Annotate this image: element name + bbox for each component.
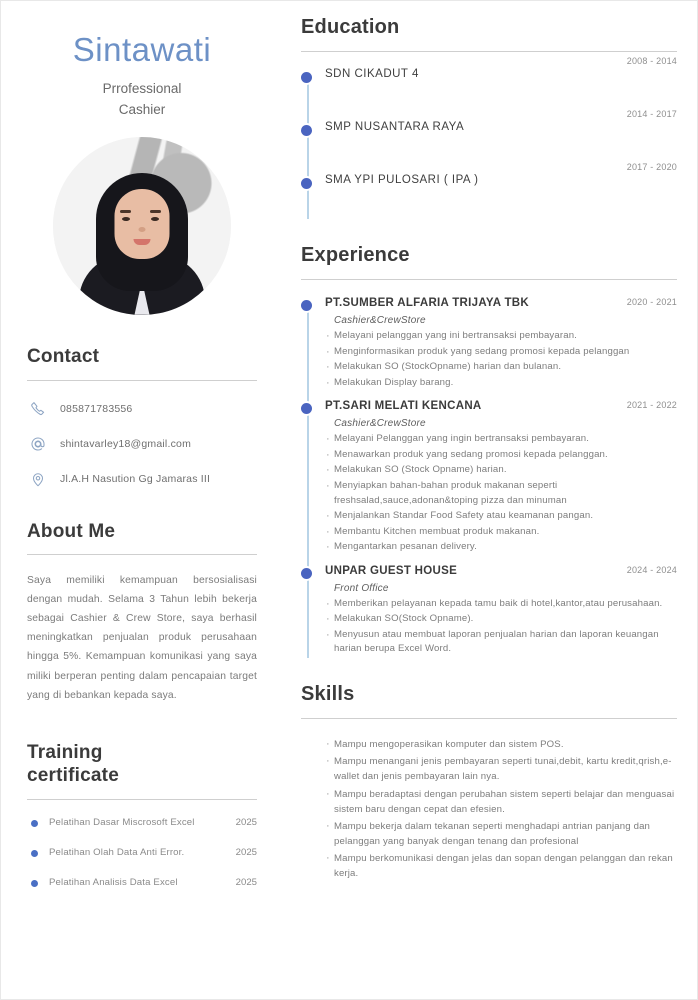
skills-heading: Skills [301,683,355,706]
experience-item [325,399,677,564]
education-item [325,162,677,227]
bullet-dot-icon [31,820,38,827]
education-school: SMP NUSANTARA RAYA [325,121,465,133]
portrait-eyebrow-right [150,210,161,213]
about-text: Saya memiliki kemampuan bersosialisasi dengan mudah. Selama 3 Tahun lebih bekerja sebagai Cashier & Crew Store, saya berhasil meningkatkan penjualan produk perusahaan hingga 5%. Kemampuan komunikasi yang saya miliki berperan penting dalam pencapaian target yang di bebankan kepada saya. [27,575,257,701]
training-heading-line-2: certificate [27,765,119,787]
timeline-dot-icon [301,178,312,189]
training-list [27,816,257,891]
photo-portrait [83,165,201,315]
experience-company: PT.SUMBER ALFARIA TRIJAYA TBK [325,297,530,309]
education-item [325,56,677,121]
experience-bullets [325,597,677,657]
skill-item: · Mampu berkomunikasi dengan jelas dan sopan dengan pelanggan dan rekan kerja. [325,851,677,881]
training-heading-line-1: Training [27,741,103,763]
training-item-name: Pelatihan Dasar Miscrosoft Excel [49,817,195,829]
skills-section [301,682,677,881]
experience-header [325,399,677,414]
experience-bullet: · Melakukan SO (Stock Opname) harian. [325,463,677,478]
experience-bullet: · Melakukan Display barang. [325,376,677,391]
main-content [283,1,698,999]
education-heading: Education [301,16,400,38]
experience-date: 2024 - 2024 [626,564,677,575]
timeline-dot-icon [301,568,312,579]
location-pin-icon [27,468,49,490]
education-timeline [301,56,677,227]
experience-role: Cashier&CrewStore [334,418,426,430]
experience-heading: Experience [301,244,410,266]
experience-bullet: · Membantu Kitchen membuat produk makanan. [325,525,677,540]
contact-address-value: Jl.A.H Nasution Gg Jamaras III [60,472,211,485]
contact-item-email [27,433,257,455]
skill-item: · Mampu mengoperasikan komputer dan sistem POS. [325,737,677,752]
experience-header [325,564,677,579]
education-date: 2014 - 2017 [626,109,677,119]
education-school: SDN CIKADUT 4 [325,68,419,80]
skill-item: · Mampu bekerja dalam tekanan seperti menghadapi antrian panjang dan pelanggan yang banyak dengan tenang dan profesional [325,819,677,849]
candidate-name: Sintawati [72,31,212,68]
education-section [301,15,677,227]
training-item-name: Pelatihan Olah Data Anti Error. [49,846,185,858]
portrait-eye-right [151,217,159,221]
experience-divider [301,279,677,280]
contact-divider [27,380,257,381]
training-item [27,816,257,831]
experience-bullet: · Melakukan SO(Stock Opname). [325,612,677,627]
timeline-dot-icon [301,300,312,311]
about-heading: About Me [27,520,116,542]
training-item-year: 2025 [235,876,257,888]
training-item [27,846,257,861]
profile-photo [53,137,231,315]
experience-role: Cashier&CrewStore [334,314,426,326]
experience-bullet: · Mengantarkan pesanan delivery. [325,540,677,555]
experience-date: 2020 - 2021 [626,297,677,307]
training-item-year: 2025 [235,846,257,858]
portrait-nose [139,227,146,232]
timeline-line [307,76,309,219]
education-item [325,109,677,174]
contact-phone-value: 085871783556 [60,402,133,415]
training-item [27,876,257,891]
experience-bullet: · Memberikan pelayanan kepada tamu baik di hotel,kantor,atau perusahaan. [325,597,677,612]
skill-item: · Mampu menangani jenis pembayaran seperti tunai,debit, kartu kredit,qrish,e-wallet dan jenis pembayaran lain nya. [325,754,677,784]
timeline-dot-icon [301,72,312,83]
training-heading [27,741,257,789]
experience-bullet: · Menjalankan Standar Food Safety atau keamanan pangan. [325,509,677,524]
timeline-dot-icon [301,125,312,136]
experience-bullets [325,432,677,555]
experience-bullet: · Melakukan SO (StockOpname) harian dan bulanan. [325,360,677,375]
portrait-eye-left [122,217,130,221]
education-divider [301,51,677,52]
bullet-dot-icon [31,850,38,857]
experience-bullets [325,329,677,390]
contact-heading: Contact [27,345,100,367]
left-sidebar [1,1,283,999]
email-icon [27,433,49,455]
skill-item: · Mampu beradaptasi dengan perubahan sistem seperti belajar dan menguasai sistem baru dengan cepat dan efesien. [325,787,677,817]
subtitle-line-2: Cashier [118,101,166,117]
training-item-name: Pelatihan Analisis Data Excel [49,876,178,888]
experience-bullet: · Melayani pelanggan yang ini bertransaksi pembayaran. [325,329,677,344]
portrait-eyebrow-left [120,210,131,213]
contact-email-value: shintavarley18@gmail.com [60,437,192,450]
experience-bullet: · Menyusun atau membuat laporan penjualan harian dan laporan keuangan harian berupa Excel Word. [325,628,677,657]
subtitle-line-1: Prrofessional [102,80,182,96]
experience-section [301,243,677,666]
experience-company: UNPAR GUEST HOUSE [325,564,458,577]
contact-list [27,398,257,490]
experience-timeline [301,296,677,666]
education-date: 2017 - 2020 [626,162,677,172]
timeline-line [307,304,309,658]
bullet-dot-icon [31,880,38,887]
experience-role: Front Office [334,582,389,594]
experience-date: 2021 - 2022 [626,400,677,411]
candidate-subtitle [27,79,257,121]
contact-section [27,345,257,490]
contact-item-phone [27,398,257,420]
experience-item [325,296,677,399]
experience-company: PT.SARI MELATI KENCANA [325,400,482,413]
training-section [27,741,257,891]
about-section [27,520,257,705]
training-divider [27,799,257,800]
experience-bullet: · Menawarkan produk yang sedang promosi kepada pelanggan. [325,448,677,463]
portrait-face [115,189,170,259]
skills-list [301,737,677,881]
experience-bullet: · Melayani Pelanggan yang ingin bertransaksi pembayaran. [325,432,677,447]
education-school: SMA YPI PULOSARI ( IPA ) [325,174,479,186]
training-item-year: 2025 [235,817,257,829]
phone-icon [27,398,49,420]
skills-divider [301,718,677,719]
about-divider [27,554,257,555]
experience-bullet: · Menyiapkan bahan-bahan produk makanan seperti freshsalad,sauce,adonan&toping pizza dan minuman [325,479,677,508]
contact-item-address [27,468,257,490]
experience-header [325,296,677,311]
experience-bullet: · Menginformasikan produk yang sedang promosi kepada pelanggan [325,345,677,360]
experience-item [325,564,677,666]
timeline-dot-icon [301,403,312,414]
education-date: 2008 - 2014 [626,56,677,66]
